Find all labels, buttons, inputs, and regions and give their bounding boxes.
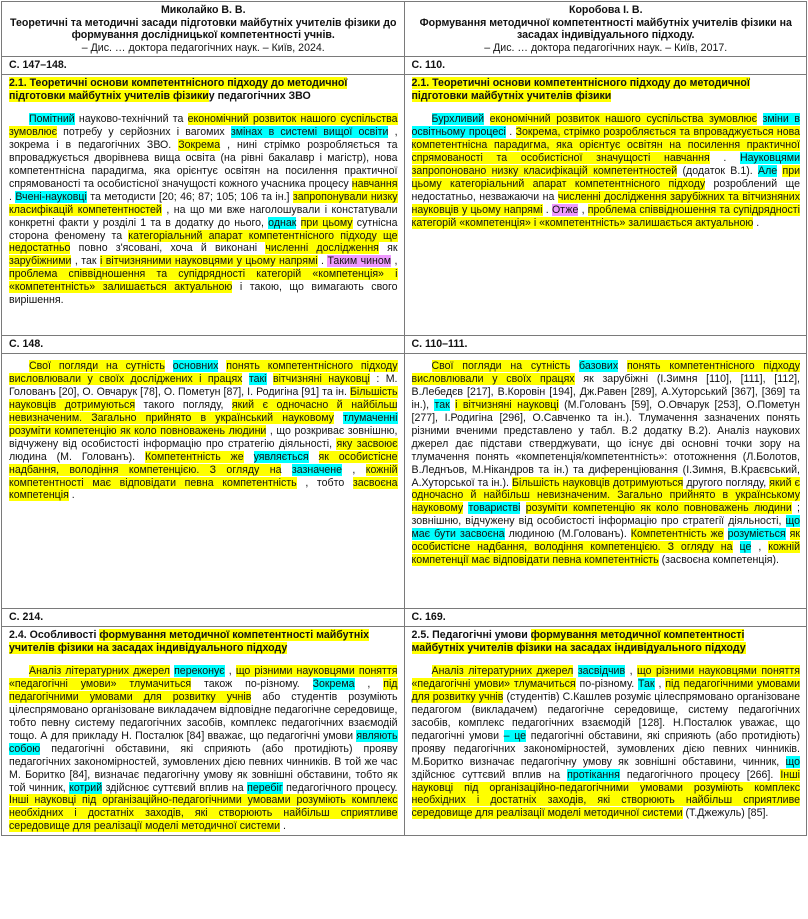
section-heading xyxy=(9,629,398,655)
yellow-highlight: під педагогічними умовами для розвитку учнів xyxy=(9,678,398,704)
text-run xyxy=(484,113,490,125)
yellow-highlight: і вітчизняними науковцями у цьому напрямі xyxy=(99,255,318,268)
text-run: (студентів) С.Кашлев розуміє цілеспрямовано організоване педагогом (викладачем) педагогічне середовище, систему педагогічних засобів, комплекс педагогічних взаємодій [128]. Н.Посталюк уважає, що педагогічні умови xyxy=(411,691,801,742)
right-page-ref: С. 110–111. xyxy=(404,336,807,354)
left-source: – Дис. … доктора педагогічних наук. – Київ, 2024. xyxy=(81,41,325,54)
text-run: також по-різному. xyxy=(191,678,313,691)
yellow-highlight: Інші науковці під організаційно-педагогічними умовами розуміють комплекс необхідних і достатніх заходів, які створюють найбільш сприятливе середовище для реалізації моделі методичної системи xyxy=(9,794,398,833)
text-run xyxy=(165,360,173,372)
text-run: педагогічні обставини, які сприяють (або протидіють) прояву педагогічних закономірностей, зумовлених дією певних чинників. В той же час М. Боритко [84], визначає педагогічну умову як зовнішні обставини, тобто як той чинник, xyxy=(9,742,398,794)
text-run: . xyxy=(68,489,75,502)
text-run: повно з'ясовані, хоча й виконані xyxy=(70,242,266,255)
paragraph xyxy=(412,113,801,229)
section-heading xyxy=(9,77,398,103)
yellow-highlight: при цьому категоріальний апарат компетентнісного підходу xyxy=(411,165,800,190)
text-run xyxy=(757,113,763,125)
left-title: Теоретичні та методичні засади підготовки майбутніх учителів фізики до формування дослідницької компетентності учнів. xyxy=(10,16,397,42)
yellow-highlight: формування методичної компетентності майбутніх учителів фізики на засадах індивідуального підходу xyxy=(9,629,370,655)
cyan-highlight: являють собою xyxy=(9,729,398,755)
yellow-highlight: при цьому xyxy=(300,216,353,229)
cyan-highlight: – це xyxy=(503,729,527,742)
text-run: , тобто xyxy=(296,476,353,489)
cyan-highlight: базових xyxy=(579,360,619,373)
cyan-highlight: Вчені-науковці xyxy=(15,190,87,203)
text-run xyxy=(244,451,254,463)
yellow-highlight: економічний розвиток нашого суспільства зумовлює xyxy=(9,113,398,139)
right-header xyxy=(404,2,807,57)
cyan-highlight: основних xyxy=(172,360,219,373)
yellow-highlight: як особистісне надбання, володіння компетенцією. З огляду на xyxy=(9,450,398,476)
cyan-highlight: Зокрема xyxy=(312,678,355,691)
cyan-highlight: Бурхливий xyxy=(431,113,485,126)
text-run: , xyxy=(224,665,236,678)
left-page-ref: С. 214. xyxy=(2,609,405,627)
text-run: , xyxy=(391,255,398,268)
left-author: Миколайко В. В. xyxy=(160,4,246,16)
yellow-highlight: численні дослідження зарубіжних та вітчизняних науковців у цьому напрямі xyxy=(411,190,800,216)
page-ref-row xyxy=(2,336,807,354)
yellow-highlight: розуміти компетенцію як коло повноважень людини xyxy=(9,424,267,437)
yellow-highlight: що різними науковцями поняття «педагогічні умови» тлумачиться xyxy=(411,665,800,691)
text-run: , xyxy=(578,203,588,216)
cyan-highlight: такі xyxy=(248,373,267,386)
text-run: сутнісна сторона феномену та xyxy=(9,216,398,242)
paragraph xyxy=(412,665,801,820)
text-run: педагогічного процесу. xyxy=(282,781,398,794)
text-run: людина (М. Голованъ). xyxy=(9,450,145,463)
cyan-highlight: що xyxy=(785,755,800,768)
yellow-highlight: кожній компетентності має відповідати певна компетентність xyxy=(9,463,398,489)
paragraph xyxy=(9,113,398,307)
text-run: , xyxy=(625,665,638,678)
cyan-highlight: зазначене xyxy=(291,463,343,476)
yellow-highlight: 2.1. Теоретичні основи компетентнісного підходу до методичної підготовки майбутніх учителів фізики xyxy=(9,77,348,103)
comparison-table xyxy=(1,1,807,836)
text-run: , xyxy=(354,678,384,691)
text-run: . xyxy=(317,255,328,268)
cyan-highlight: Але xyxy=(758,165,778,177)
text-run: другого погляду, xyxy=(683,476,770,489)
paragraph xyxy=(9,665,398,833)
cyan-highlight: розуміється xyxy=(727,528,786,541)
page-ref-row xyxy=(2,609,807,627)
text-run: здійснює суттєвий вплив на xyxy=(411,768,568,781)
cyan-highlight: котрий xyxy=(69,781,103,794)
yellow-highlight: проблема співвідношення та супідрядності категорій «компетенція» і «компетентність» залишається актуальною xyxy=(411,203,800,229)
yellow-highlight: під педагогічними умовами для розвитку учнів xyxy=(411,678,801,704)
paragraph xyxy=(412,360,801,567)
text-run: . xyxy=(709,152,740,165)
text-run: (додаток В.1). xyxy=(677,165,758,177)
cyan-highlight: що має бути засвоєна xyxy=(411,515,800,541)
text-run: , xyxy=(751,541,769,554)
text-run: . xyxy=(542,203,552,216)
text-run: , xyxy=(654,678,666,691)
text-run: людиною (М.Голованъ). xyxy=(504,528,631,541)
paragraph xyxy=(9,360,398,502)
text-run: педагогічні обставини, які сприяють (або протидіють) прояву педагогічних закономірностей, зумовлених дією певних чинників. М.Боритко визначає педагогічну умову як зовнішні обставини, чинник, xyxy=(411,729,800,768)
text-run: , зокрема і в педагогічних ЗВО. xyxy=(9,126,398,152)
cyan-highlight: переконує xyxy=(174,665,225,678)
text-run: , xyxy=(342,463,366,476)
text-run xyxy=(267,373,273,385)
text-run xyxy=(309,451,319,463)
yellow-highlight: формування методичної компетентності майбутніх учителів фізики на засадах індивідуального підходу xyxy=(411,629,746,655)
text-row xyxy=(2,75,807,336)
yellow-highlight: Аналіз літературних джерел xyxy=(29,665,170,678)
yellow-highlight: вітчизняні науковці xyxy=(272,373,370,386)
text-run: по-різному. xyxy=(575,678,639,691)
text-run: 2.5. Педагогічні умови xyxy=(411,629,531,642)
yellow-highlight: економічний розвиток нашого суспільства зумовлює xyxy=(489,113,757,126)
right-passage xyxy=(404,354,807,609)
yellow-highlight: Інші науковці під організаційно-педагогічними умовами розуміють комплекс необхідних і достатніх заходів, які створюють найбільш сприятливе середовище для реалізації моделі методичної системи xyxy=(411,768,800,820)
left-passage xyxy=(2,354,405,609)
text-run: , що розкриває зовнішню, відчужену від особистості інформацію про стратегію діяльності, xyxy=(9,424,398,450)
yellow-highlight: Свої погляди на сутність xyxy=(29,360,165,373)
text-row xyxy=(2,627,807,836)
text-run: . xyxy=(9,190,16,203)
cyan-highlight: однак xyxy=(268,216,297,229)
text-run: здійснює суттєвий вплив на xyxy=(102,781,248,794)
yellow-highlight: як особистісне надбання, володіння компетенцією. З огляду на xyxy=(411,528,800,554)
section-heading xyxy=(412,77,801,103)
yellow-highlight: який є одночасно й найбільш невизначеним. Загально прийнято в українському науковому xyxy=(411,476,800,515)
text-run: науково-технічний та xyxy=(74,113,188,126)
text-run: як xyxy=(378,242,398,255)
text-run: такого погляду, xyxy=(135,399,232,412)
cyan-highlight: засвідчив xyxy=(577,665,626,678)
yellow-highlight: яку засвоює xyxy=(336,437,398,450)
text-run xyxy=(724,528,728,540)
magenta-highlight: Отже xyxy=(551,203,579,216)
yellow-highlight: Зокрема xyxy=(178,139,221,152)
cyan-highlight: Так xyxy=(638,678,655,691)
yellow-highlight: Свої погляди на сутність xyxy=(431,360,571,373)
text-run: . xyxy=(505,126,516,139)
text-run: та методисти [20; 46; 87; 105; 106 та ін.] xyxy=(86,190,293,203)
cyan-highlight: так xyxy=(434,399,450,412)
text-run: як зарубіжні (І.Зимня [110], [111], [112], В.Лебедєв [217], В.Коровін [194], Дж.Равен [289], А.Хуторський [367], [369] та ін.), xyxy=(411,373,800,412)
header-row xyxy=(2,2,807,57)
cyan-highlight: товаристві xyxy=(468,502,521,515)
text-run: педагогічного процесу [266]. xyxy=(619,768,781,781)
right-author: Коробова І. В. xyxy=(568,4,643,16)
text-run: (Т.Джежуль) [85]. xyxy=(682,807,769,820)
text-run: . xyxy=(753,216,760,229)
yellow-highlight: категоріальний апарат компетентнісного підходу ще недостатньо xyxy=(9,229,398,255)
text-run: і такою, що вимагають свого вирішення. xyxy=(9,281,398,307)
text-row xyxy=(2,354,807,609)
text-run xyxy=(242,373,248,385)
yellow-highlight: кожній компетенції має відповідати певна компетентність xyxy=(411,541,800,566)
left-header xyxy=(2,2,405,57)
yellow-highlight: Зокрема, стрімко розробляється та впроваджується нова компетентнісна парадигма, яка орієнтує освітян на посилення практичної спрямованості та особистісної значущості навчання xyxy=(411,126,800,165)
text-run: 2.4. Особливості xyxy=(9,629,100,642)
cyan-highlight: протікання xyxy=(567,768,620,781)
yellow-highlight: численні дослідження xyxy=(265,242,379,255)
left-passage xyxy=(2,75,405,336)
left-page-ref: С. 148. xyxy=(2,336,405,354)
yellow-highlight: Компетентність же xyxy=(144,450,244,463)
yellow-highlight: що різними науковцями поняття «педагогічні умови» тлумачиться xyxy=(9,665,398,691)
right-page-ref: С. 110. xyxy=(404,57,807,75)
text-run: або студентів розуміють цілеспрямовано організоване викладачем відповідне педагогічне середовище, тобто певну систему педагогічних засобів, комплекс педагогічних взаємодій тощо. А для прикладу Н. Посталюк [84] вважає, що педагогічні умови xyxy=(9,691,398,742)
cyan-highlight: перебіг xyxy=(247,781,283,794)
section-heading xyxy=(412,629,801,655)
text-run: , на що ми вже наголошували і констатували конкретні факти у розділі 1 та в додатку до нього, xyxy=(9,203,398,229)
cyan-highlight: змінах в системі вищої освіти xyxy=(230,126,389,139)
yellow-highlight: Компетентність же xyxy=(630,528,724,541)
cyan-highlight: Помітний xyxy=(29,113,75,126)
yellow-highlight: і вітчизняні науковці xyxy=(455,399,559,412)
text-run: , так xyxy=(71,255,100,268)
text-run: (засвоєна компетенція). xyxy=(658,553,780,566)
yellow-highlight: Більшість науковців дотримуються xyxy=(512,476,684,489)
yellow-highlight: розуміти компетенцію як коло повноважень людини xyxy=(525,502,792,515)
left-page-ref: С. 147–148. xyxy=(2,57,405,75)
text-run xyxy=(334,412,343,424)
yellow-highlight: понять компетентнісного підходу висловлювали у своїх досліджених і працях xyxy=(9,360,398,386)
yellow-highlight: Більшість науковців дотримуються xyxy=(9,386,398,412)
cyan-highlight: тлумаченні xyxy=(343,412,398,424)
cyan-highlight: це xyxy=(739,541,752,554)
right-passage xyxy=(404,75,807,336)
left-passage xyxy=(2,627,405,836)
text-run: у педагогічних ЗВО xyxy=(208,90,311,103)
yellow-highlight: понять компетентнісного підходу висловлювали у своїх працях xyxy=(411,360,801,386)
text-run xyxy=(618,360,627,372)
yellow-highlight: запропоновано низку класифікацій компетентностей xyxy=(411,165,678,177)
text-run: (М.Голованъ [59], О.Овчарук [253], О.Пометун [277], І.Родигіна [296], О.Савченко та ін.). Тлумачення зазначених понять різними вченими представлено у табл. В.2 додатку В.2). Аналіз наукових джерел дає підстави стверджувати, що існує дві основні точки зору на тлумачення понять «компетенція/компетентність»: ототожнення (Л.Болотов, В.Леднъов, М.Нікандров та ін.) та диференціювання (І.Зимня, В.Краєвський, А.Хуторської та ін.). xyxy=(411,399,800,489)
right-title: Формування методичної компетентності майбутніх учителів фізики на засадах індивідуального підходу. xyxy=(419,16,792,42)
text-run: ; зовнішню, відчужену від особистості інформацію про стратегії діяльності, xyxy=(411,502,800,528)
text-run: . xyxy=(280,820,286,833)
yellow-highlight: навчання xyxy=(351,177,398,190)
text-run: розроблений ще недостатньо, незважаючи на xyxy=(411,177,800,203)
yellow-highlight: зарубіжними xyxy=(9,255,72,268)
text-run xyxy=(733,541,740,553)
yellow-highlight: Аналіз літературних джерел xyxy=(431,665,574,678)
right-passage xyxy=(404,627,807,836)
text-run: : М. Голованъ [20], О. Овчарук [78], О. Пометун [87], І. Родигіна [91] та ін. xyxy=(9,373,398,399)
text-run xyxy=(570,360,579,372)
text-run xyxy=(296,217,300,229)
yellow-highlight: запропонували низку класифікацій компетентностей xyxy=(9,190,398,216)
yellow-highlight: проблема співвідношення та супідрядності категорій «компетенція» і «компетентність» залишається актуальною xyxy=(9,268,398,294)
text-run xyxy=(281,464,291,476)
right-page-ref: С. 169. xyxy=(404,609,807,627)
yellow-highlight: засвоєна компетенція xyxy=(9,476,398,502)
right-source: – Дис. … доктора педагогічних наук. – Київ, 2017. xyxy=(484,41,728,54)
text-run xyxy=(520,502,525,514)
cyan-highlight: зміни в освітньому процесі xyxy=(411,113,800,139)
page-ref-row xyxy=(2,57,807,75)
cyan-highlight: Науковцями xyxy=(739,152,800,165)
yellow-highlight: 2.1. Теоретичні основи компетентнісного підходу до методичної підготовки майбутніх учителів фізики xyxy=(411,77,750,103)
text-run: , нині стрімко розробляється та впроваджується дворівнева вища освіта (на рівні бакалавр і магістр), нова компетентнісна парадигма, яка орієнтує освітян на посилення практичної спрямованості та особистісної значущості кожного учасника процесу xyxy=(9,139,398,190)
magenta-highlight: Таким чином xyxy=(327,255,392,268)
cyan-highlight: уявляється xyxy=(253,450,309,463)
text-run: потребу у серйозних і вагомих xyxy=(57,126,231,139)
yellow-highlight: який є одночасно й найбільш невизначеним. Загально прийнято в український науковому xyxy=(9,399,398,424)
